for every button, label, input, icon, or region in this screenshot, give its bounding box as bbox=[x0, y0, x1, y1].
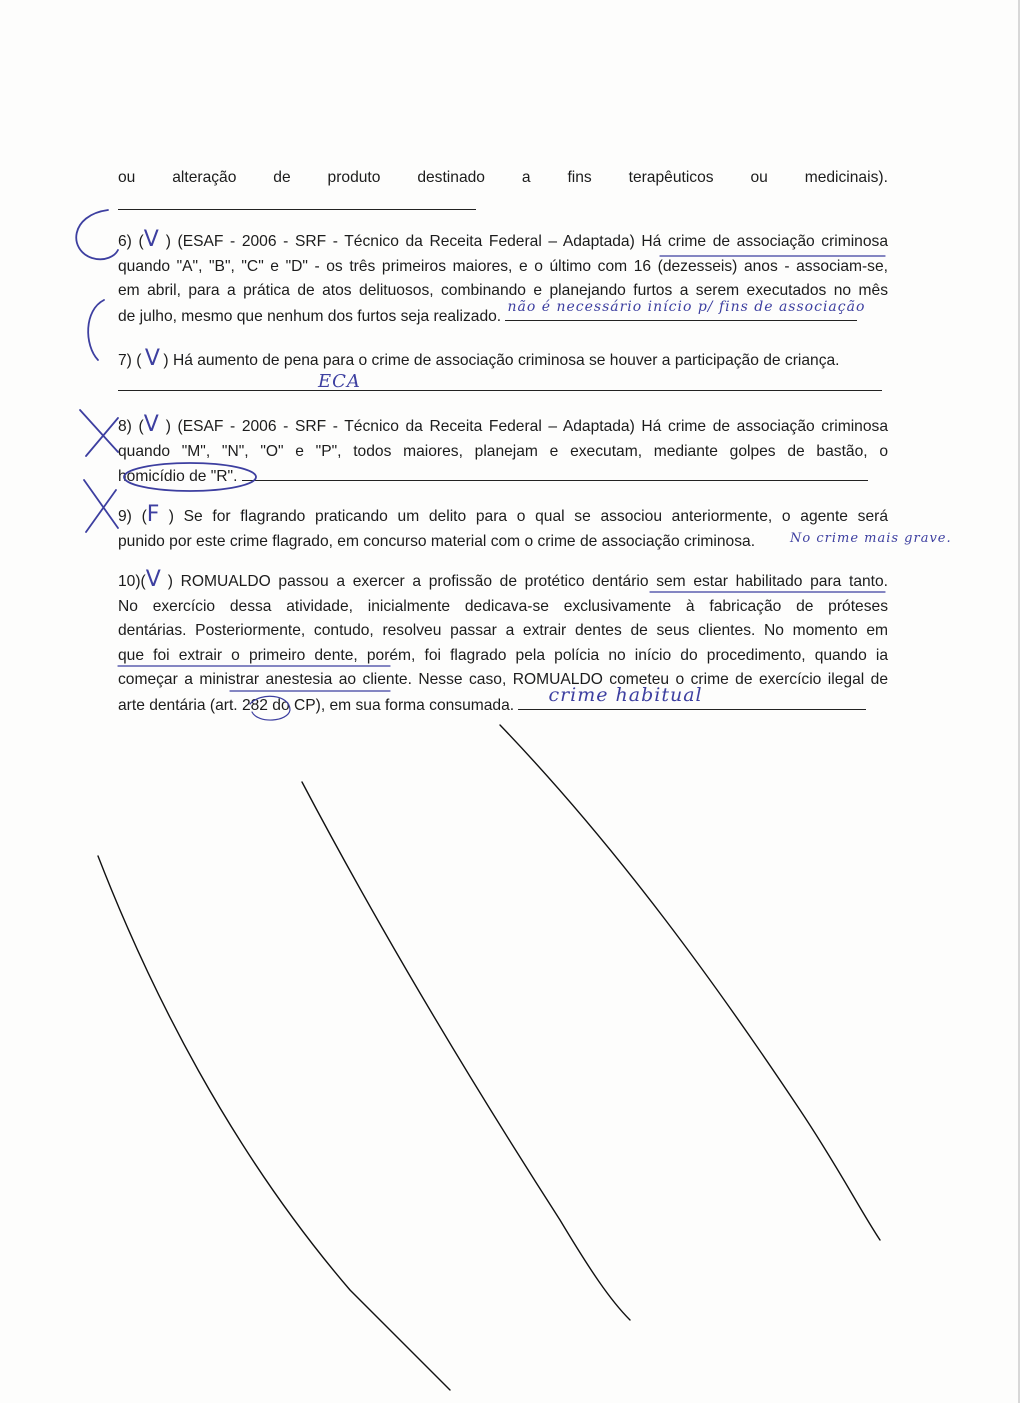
q5-word: ou bbox=[750, 169, 768, 186]
q9-text-2: punido por este crime flagrado, em concurso material com o crime de associação criminosa. bbox=[118, 532, 756, 550]
q10-line-3: dentárias. Posteriormente, contudo, resolveu passar a extrair dentes de seus clientes. No momento em bbox=[118, 622, 888, 639]
q7-handwritten-note: ECA bbox=[318, 370, 361, 392]
q10-answer-mark: V bbox=[145, 567, 161, 592]
q10-line-2: No exercício dessa atividade, inicialmente dedicava-se exclusivamente à fabricação de próteses bbox=[118, 597, 888, 615]
q6-answer-blank bbox=[505, 298, 866, 321]
q9-line-1: 9) (F ) Se for flagrando praticando um delito para o qual se associou anteriormente, o agente será bbox=[118, 502, 888, 527]
q6-line-4 bbox=[118, 298, 888, 330]
q10-text-6: arte dentária (art. 282 do CP), em sua forma consumada. bbox=[118, 696, 515, 714]
q7-line-1: 7) ( V ) Há aumento de pena para o crime de associação criminosa se houver a participação de criança. bbox=[118, 346, 840, 371]
q6-handwritten-note: não é necessário início p/ fins de associação bbox=[507, 298, 866, 315]
q10-line-1: 10)(V ) ROMUALDO passou a exercer a profissão de protético dentário sem estar habilitado para tanto. bbox=[118, 567, 888, 592]
q6-line-3: em abril, para a prática de atos delituosos, combinando e planejando furtos a serem executados no mês bbox=[118, 282, 888, 299]
margin-check-q6b bbox=[88, 300, 104, 360]
q8-text-1: (ESAF - 2006 - SRF - Técnico da Receita Federal – Adaptada) Há crime de associação criminosa bbox=[177, 418, 888, 435]
q8-number: 8) bbox=[118, 418, 132, 435]
q5-word: a bbox=[521, 169, 531, 186]
q5-word: medicinais). bbox=[804, 169, 888, 186]
q8-line-2: quando "M", "N", "O" e "P", todos maiores, planejam e executam, mediante golpes de bastão, o bbox=[118, 442, 888, 460]
q8-answer-blank bbox=[242, 464, 868, 481]
strike-line-2 bbox=[302, 782, 630, 1320]
q8-line-1: 8) (V ) (ESAF - 2006 - SRF - Técnico da Receita Federal – Adaptada) Há crime de associação criminosa bbox=[118, 412, 888, 437]
question-7 bbox=[118, 346, 888, 399]
q10-line-6 bbox=[118, 683, 888, 719]
q6-number: 6) bbox=[118, 233, 132, 250]
q5-word: produto bbox=[327, 169, 381, 186]
q9-handwritten-note: No crime mais grave. bbox=[790, 530, 952, 546]
q6-line-1: 6) (V ) (ESAF - 2006 - SRF - Técnico da Receita Federal – Adaptada) Há crime de associação criminosa bbox=[118, 227, 888, 252]
strike-line-1 bbox=[98, 856, 450, 1390]
q9-answer-mark: F bbox=[146, 502, 160, 527]
q10-number: 10) bbox=[118, 573, 141, 590]
q5-word: destinado bbox=[417, 169, 485, 186]
q6-text-4: de julho, mesmo que nenhum dos furtos seja realizado. bbox=[118, 307, 502, 325]
q10-line-5: começar a ministrar anestesia ao cliente. Nesse caso, ROMUALDO cometeu o crime de exercício ilegal de bbox=[118, 671, 888, 688]
q10-answer-blank bbox=[518, 683, 866, 710]
strike-line-3 bbox=[500, 725, 880, 1240]
q9-number: 9) bbox=[118, 508, 132, 525]
q5-word: terapêuticos bbox=[628, 169, 714, 186]
q7-blank-line bbox=[118, 370, 888, 400]
q6-text-1: (ESAF - 2006 - SRF - Técnico da Receita Federal – Adaptada) Há crime de associação criminosa bbox=[177, 233, 888, 250]
q5-word: fins bbox=[567, 169, 592, 186]
q7-number: 7) bbox=[118, 352, 132, 369]
q9-text-1: Se for flagrando praticando um delito para o qual se associou anteriormente, o agente será bbox=[183, 508, 888, 525]
q5-word: alteração bbox=[172, 169, 237, 186]
q7-text-1: Há aumento de pena para o crime de associação criminosa se houver a participação de criança. bbox=[172, 352, 840, 369]
margin-x-q8 bbox=[80, 410, 118, 456]
q5-answer-blank bbox=[118, 191, 476, 210]
q5-word: de bbox=[273, 169, 291, 186]
question-8 bbox=[118, 412, 888, 490]
q7-answer-mark: V bbox=[144, 346, 160, 371]
q5-tail-line bbox=[118, 166, 888, 191]
q5-word: ou bbox=[118, 169, 136, 186]
q6-line-2: quando "A", "B", "C" e "D" - os três primeiros maiores, e o último com 16 (dezesseis) anos - associam-se, bbox=[118, 257, 888, 275]
q6-answer-mark: V bbox=[143, 227, 159, 252]
q8-answer-mark: V bbox=[143, 412, 159, 437]
q10-handwritten-note: crime habitual bbox=[548, 683, 703, 706]
margin-x-q9 bbox=[84, 480, 118, 532]
margin-check-q6 bbox=[76, 210, 118, 259]
q5-tail bbox=[118, 166, 888, 218]
question-9 bbox=[118, 502, 952, 554]
q10-line-4: que foi extrair o primeiro dente, porém, foi flagrado pela polícia no início do procedimento, quando ia bbox=[118, 646, 888, 664]
q8-line-3 bbox=[118, 464, 888, 490]
q10-text-1: ROMUALDO passou a exercer a profissão de protético dentário sem estar habilitado para tanto. bbox=[180, 573, 888, 590]
q7-answer-blank bbox=[118, 374, 882, 391]
q8-text-3: homicídio de "R". bbox=[118, 468, 238, 485]
question-6 bbox=[118, 227, 888, 329]
question-10 bbox=[118, 567, 888, 718]
q9-line-2 bbox=[118, 530, 952, 555]
